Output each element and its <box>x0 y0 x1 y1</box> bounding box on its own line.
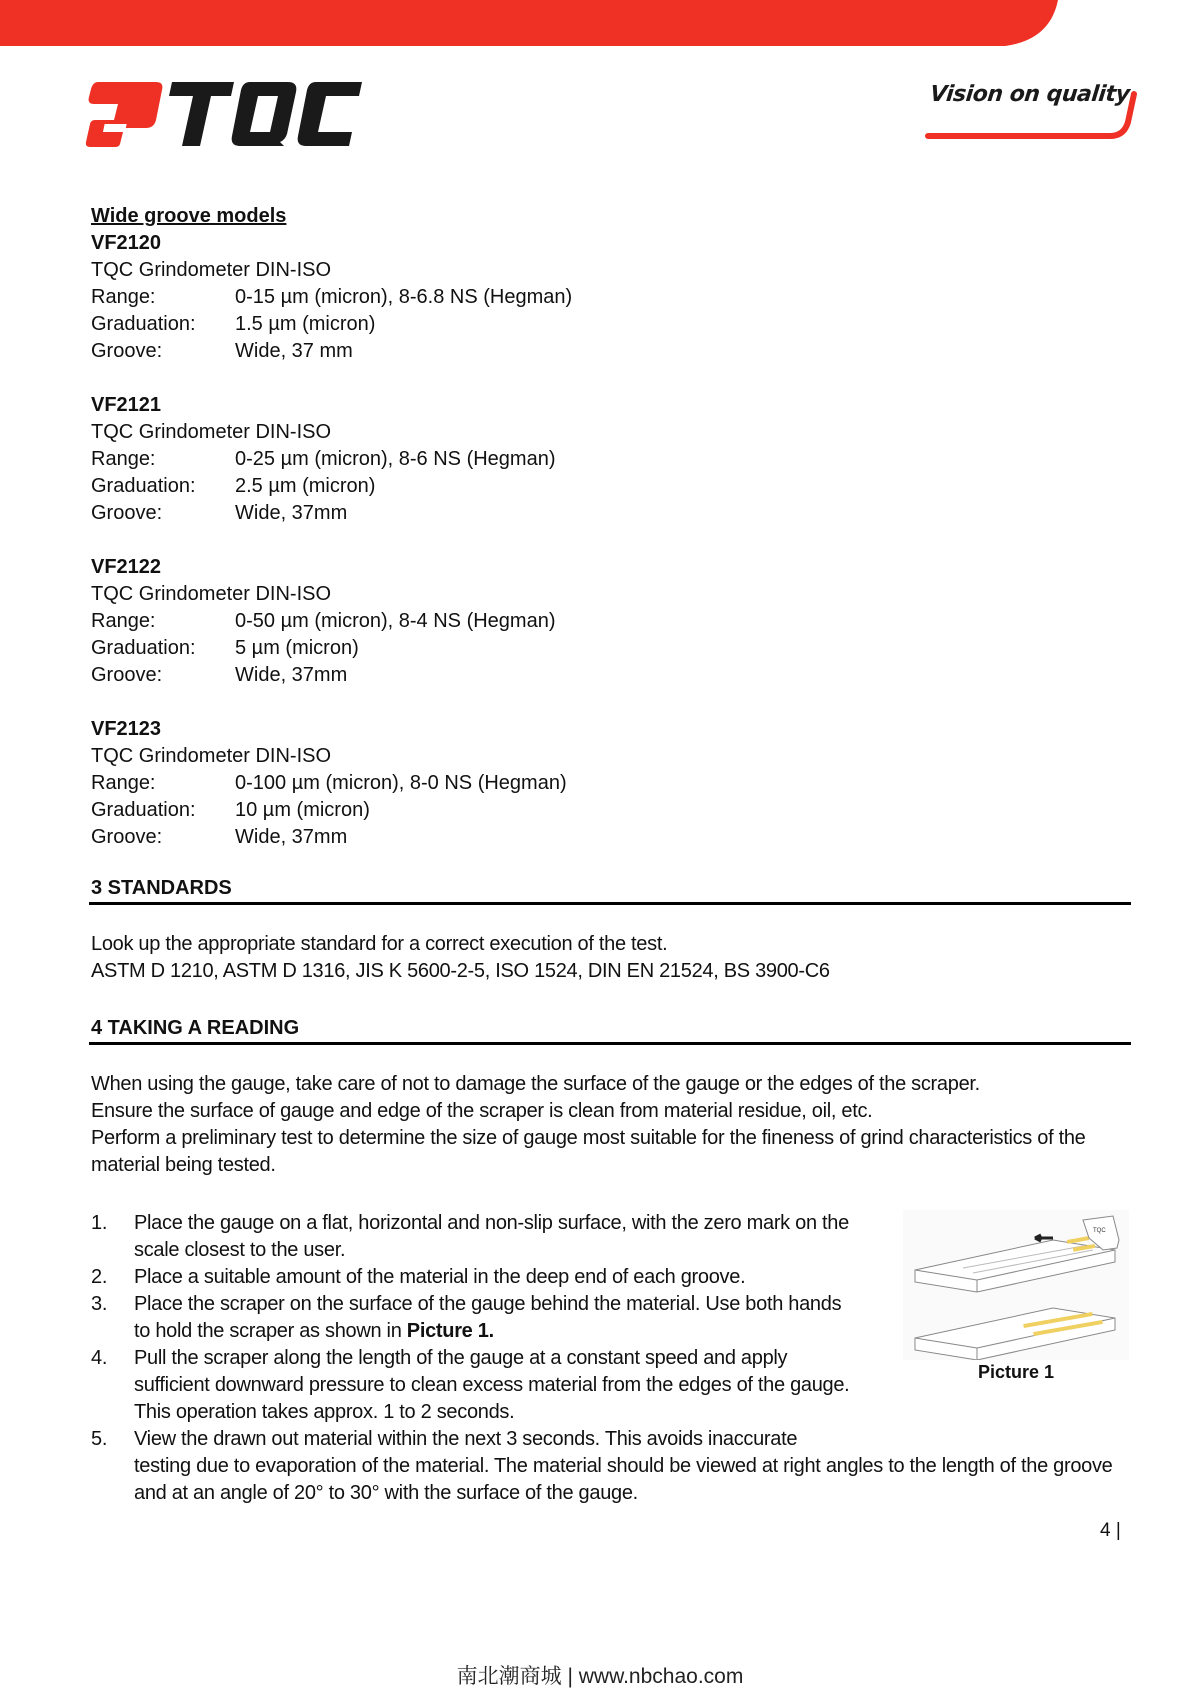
spec-value: 1.5 µm (micron) <box>235 313 376 335</box>
spec-label: Range: <box>91 286 156 308</box>
spec-row-graduation <box>91 635 1131 662</box>
step-text: Pull the scraper along the length of the gauge at a constant speed and apply sufficient downward pressure to clean excess material from the edges of the gauge. This operation takes approx. 1 to 2 seconds. <box>134 1347 850 1423</box>
step-item <box>91 1426 1131 1507</box>
step-item <box>91 1345 851 1426</box>
spec-label: Range: <box>91 772 156 794</box>
spec-label: Graduation: <box>91 799 196 821</box>
spec-value: 2.5 µm (micron) <box>235 475 376 497</box>
tagline-text: Vision on quality <box>928 82 1131 107</box>
step-text <box>134 1291 851 1345</box>
spec-label: Groove: <box>91 826 163 848</box>
model-code: VF2122 <box>91 556 162 578</box>
spec-label: Groove: <box>91 664 163 686</box>
spec-row-graduation <box>91 797 1131 824</box>
spec-value: Wide, 37 mm <box>235 340 353 362</box>
model-name: TQC Grindometer DIN-ISO <box>91 745 332 767</box>
tagline <box>918 78 1138 148</box>
spec-label: Range: <box>91 448 156 470</box>
standards-list: ASTM D 1210, ASTM D 1316, JIS K 5600-2-5, ISO 1524, DIN EN 21524, BS 3900-C6 <box>91 960 830 982</box>
intro-paragraph: Perform a preliminary test to determine the size of gauge most suitable for the fineness of grind characteristics of the material being tested. <box>91 1127 1086 1176</box>
grindometer-illustration-icon <box>903 1210 1129 1360</box>
spec-value: 5 µm (micron) <box>235 637 359 659</box>
figure-caption: Picture 1 <box>977 1362 1055 1382</box>
picture-1-figure <box>903 1210 1129 1390</box>
intro-paragraph: When using the gauge, take care of not to damage the surface of the gauge or the edges of the scraper. <box>91 1073 980 1095</box>
model-block <box>91 716 1131 851</box>
model-block <box>91 392 1131 527</box>
header-red-band <box>0 0 1200 48</box>
model-code: VF2120 <box>91 232 162 254</box>
tagline-swoosh-icon <box>918 78 1138 148</box>
page-number: 4 | <box>1100 1520 1121 1541</box>
wide-groove-heading: Wide groove models <box>91 205 287 227</box>
step-text: Place the gauge on a flat, horizontal and non-slip surface, with the zero mark on the scale closest to the user. <box>134 1212 849 1261</box>
spec-row-groove <box>91 824 1131 851</box>
spec-label: Graduation: <box>91 313 196 335</box>
step-item <box>91 1264 881 1291</box>
step-text-part: testing due to evaporation of the material. The material should be viewed at right angles to the length of the groove and at an angle of 20° to 30° with the surface of the gauge. <box>134 1455 1113 1504</box>
step-number: 1. <box>91 1212 108 1234</box>
step-text-part: Place the scraper on the surface of the gauge behind the material. Use both hands to hold the scraper as shown in <box>134 1293 842 1342</box>
footer-watermark: 南北潮商城 | www.nbchao.com <box>456 1665 744 1688</box>
step-number: 4. <box>91 1347 108 1369</box>
spec-label: Groove: <box>91 340 163 362</box>
logo-wordmark <box>169 82 362 146</box>
step-text <box>134 1426 1131 1507</box>
model-code: VF2121 <box>91 394 162 416</box>
spec-value: 0-25 µm (micron), 8-6 NS (Hegman) <box>235 448 556 470</box>
spec-value: Wide, 37mm <box>235 502 348 524</box>
step-text-part: View the drawn out material within the next 3 seconds. This avoids inaccurate <box>134 1428 798 1450</box>
step-item <box>91 1291 851 1345</box>
spec-label: Range: <box>91 610 156 632</box>
model-block <box>91 554 1131 689</box>
standards-section <box>91 876 1131 985</box>
step-number: 3. <box>91 1293 108 1315</box>
intro-paragraph: Ensure the surface of gauge and edge of the scraper is clean from material residue, oil, etc. <box>91 1100 873 1122</box>
step-item <box>91 1210 881 1264</box>
model-name: TQC Grindometer DIN-ISO <box>91 583 332 605</box>
spec-label: Graduation: <box>91 637 196 659</box>
section-title: 3 STANDARDS <box>91 877 232 899</box>
spec-value: Wide, 37mm <box>235 664 348 686</box>
spec-label: Graduation: <box>91 475 196 497</box>
step-number: 5. <box>91 1428 108 1450</box>
spec-row-range <box>91 770 1131 797</box>
spec-row-range <box>91 446 1131 473</box>
tqc-logo <box>84 80 364 148</box>
section-title: 4 TAKING A READING <box>91 1017 300 1039</box>
spec-value: 0-50 µm (micron), 8-4 NS (Hegman) <box>235 610 556 632</box>
logo-mark-icon <box>86 82 163 147</box>
spec-row-range <box>91 284 1131 311</box>
standards-line: Look up the appropriate standard for a correct execution of the test. <box>91 933 668 955</box>
model-code: VF2123 <box>91 718 162 740</box>
spec-value: 0-15 µm (micron), 8-6.8 NS (Hegman) <box>235 286 573 308</box>
spec-row-range <box>91 608 1131 635</box>
model-name: TQC Grindometer DIN-ISO <box>91 259 332 281</box>
spec-row-groove <box>91 662 1131 689</box>
model-block <box>91 230 1131 365</box>
step-number: 2. <box>91 1266 108 1288</box>
spec-row-groove <box>91 338 1131 365</box>
spec-label: Groove: <box>91 502 163 524</box>
spec-row-graduation <box>91 473 1131 500</box>
model-name: TQC Grindometer DIN-ISO <box>91 421 332 443</box>
spec-value: 10 µm (micron) <box>235 799 370 821</box>
spec-row-groove <box>91 500 1131 527</box>
wide-groove-section <box>91 203 1131 851</box>
spec-row-graduation <box>91 311 1131 338</box>
reading-section <box>91 1016 1131 1179</box>
svg-text:TQC: TQC <box>1093 1228 1106 1234</box>
picture-reference: Picture 1. <box>406 1320 494 1342</box>
spec-value: Wide, 37mm <box>235 826 348 848</box>
spec-value: 0-100 µm (micron), 8-0 NS (Hegman) <box>235 772 567 794</box>
step-text: Place a suitable amount of the material in the deep end of each groove. <box>134 1266 746 1288</box>
